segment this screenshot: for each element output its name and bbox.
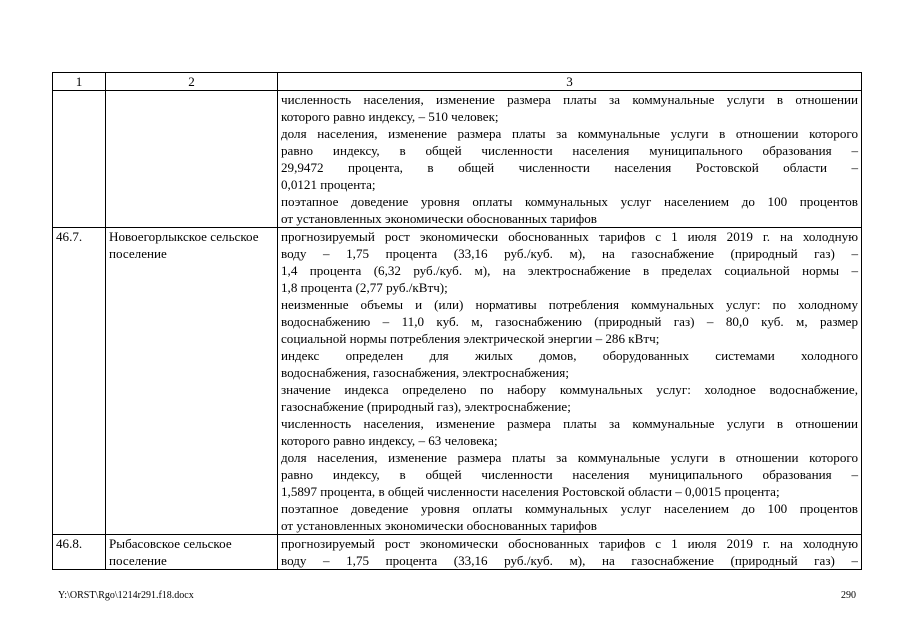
row-description-cell bbox=[278, 535, 862, 570]
description-line: воду – 1,75 процента (33,16 руб./куб. м), на газоснабжение (природный газ) – bbox=[281, 553, 858, 568]
description-line: доля населения, изменение размера платы за коммунальные услуги в отношении которого bbox=[281, 450, 858, 465]
description-line: 1,8 процента (2,77 руб./кВтч); bbox=[281, 280, 448, 295]
description-line: прогнозируемый рост экономически обоснованных тарифов с 1 июля 2019 г. на холодную bbox=[281, 229, 858, 244]
row-number-cell bbox=[53, 91, 106, 228]
header-cell-2: 2 bbox=[106, 73, 278, 91]
description-line: от установленных экономически обоснованных тарифов bbox=[281, 518, 597, 533]
description-line: равно индексу, в общей численности населения муниципального образования – bbox=[281, 467, 858, 482]
description-line: газоснабжение (природный газ), электроснабжение; bbox=[281, 399, 571, 414]
description-line: водоснабжению – 11,0 куб. м, газоснабжению (природный газ) – 80,0 куб. м, размер bbox=[281, 314, 858, 329]
description-line: водоснабжения, газоснабжения, электроснабжения; bbox=[281, 365, 569, 380]
header-cell-3: 3 bbox=[278, 73, 862, 91]
description-line: 1,5897 процента, в общей численности населения Ростовской области – 0,0015 процента; bbox=[281, 484, 780, 499]
row-number-cell: 46.8. bbox=[53, 535, 106, 570]
description-line: которого равно индексу, – 510 человек; bbox=[281, 109, 499, 124]
description-line: доля населения, изменение размера платы за коммунальные услуги в отношении которого bbox=[281, 126, 858, 141]
row-description-cell bbox=[278, 91, 862, 228]
description-line: которого равно индексу, – 63 человека; bbox=[281, 433, 498, 448]
description-line: численность населения, изменение размера платы за коммунальные услуги в отношении bbox=[281, 92, 858, 107]
description-line: от установленных экономически обоснованных тарифов bbox=[281, 211, 597, 226]
description-line: неизменные объемы и (или) нормативы потребления коммунальных услуг: по холодному bbox=[281, 297, 858, 312]
description-line: прогнозируемый рост экономически обоснованных тарифов с 1 июля 2019 г. на холодную bbox=[281, 536, 858, 551]
description-line: равно индексу, в общей численности населения муниципального образования – bbox=[281, 143, 858, 158]
description-line: 0,0121 процента; bbox=[281, 177, 376, 192]
settlement-name-cell: Новоегорлыкское сельское поселение bbox=[106, 228, 278, 535]
file-path-footer: Y:\ORST\Rgo\1214r291.f18.docx bbox=[58, 590, 194, 601]
description-line: численность населения, изменение размера платы за коммунальные услуги в отношении bbox=[281, 416, 858, 431]
document-table bbox=[52, 72, 862, 570]
description-line: поэтапное доведение уровня оплаты коммунальных услуг населением до 100 процентов bbox=[281, 501, 858, 516]
table-row bbox=[53, 228, 862, 535]
description-line: значение индекса определено по набору коммунальных услуг: холодное водоснабжение, bbox=[281, 382, 858, 397]
description-line: воду – 1,75 процента (33,16 руб./куб. м), на газоснабжение (природный газ) – bbox=[281, 246, 858, 261]
description-line: социальной нормы потребления электрической энергии – 286 кВтч; bbox=[281, 331, 660, 346]
row-number-cell: 46.7. bbox=[53, 228, 106, 535]
page-number: 290 bbox=[841, 590, 856, 601]
description-line: 29,9472 процента, в общей численности населения Ростовской области – bbox=[281, 160, 858, 175]
settlement-name-cell bbox=[106, 91, 278, 228]
description-line: поэтапное доведение уровня оплаты коммунальных услуг населением до 100 процентов bbox=[281, 194, 858, 209]
description-line: 1,4 процента (6,32 руб./куб. м), на электроснабжение в пределах социальной нормы – bbox=[281, 263, 858, 278]
row-description-cell bbox=[278, 228, 862, 535]
table-header-row bbox=[53, 73, 862, 91]
header-cell-1: 1 bbox=[53, 73, 106, 91]
description-line: индекс определен для жилых домов, оборудованных системами холодного bbox=[281, 348, 858, 363]
table-row bbox=[53, 91, 862, 228]
settlement-name-cell: Рыбасовское сельское поселение bbox=[106, 535, 278, 570]
table-row bbox=[53, 535, 862, 570]
